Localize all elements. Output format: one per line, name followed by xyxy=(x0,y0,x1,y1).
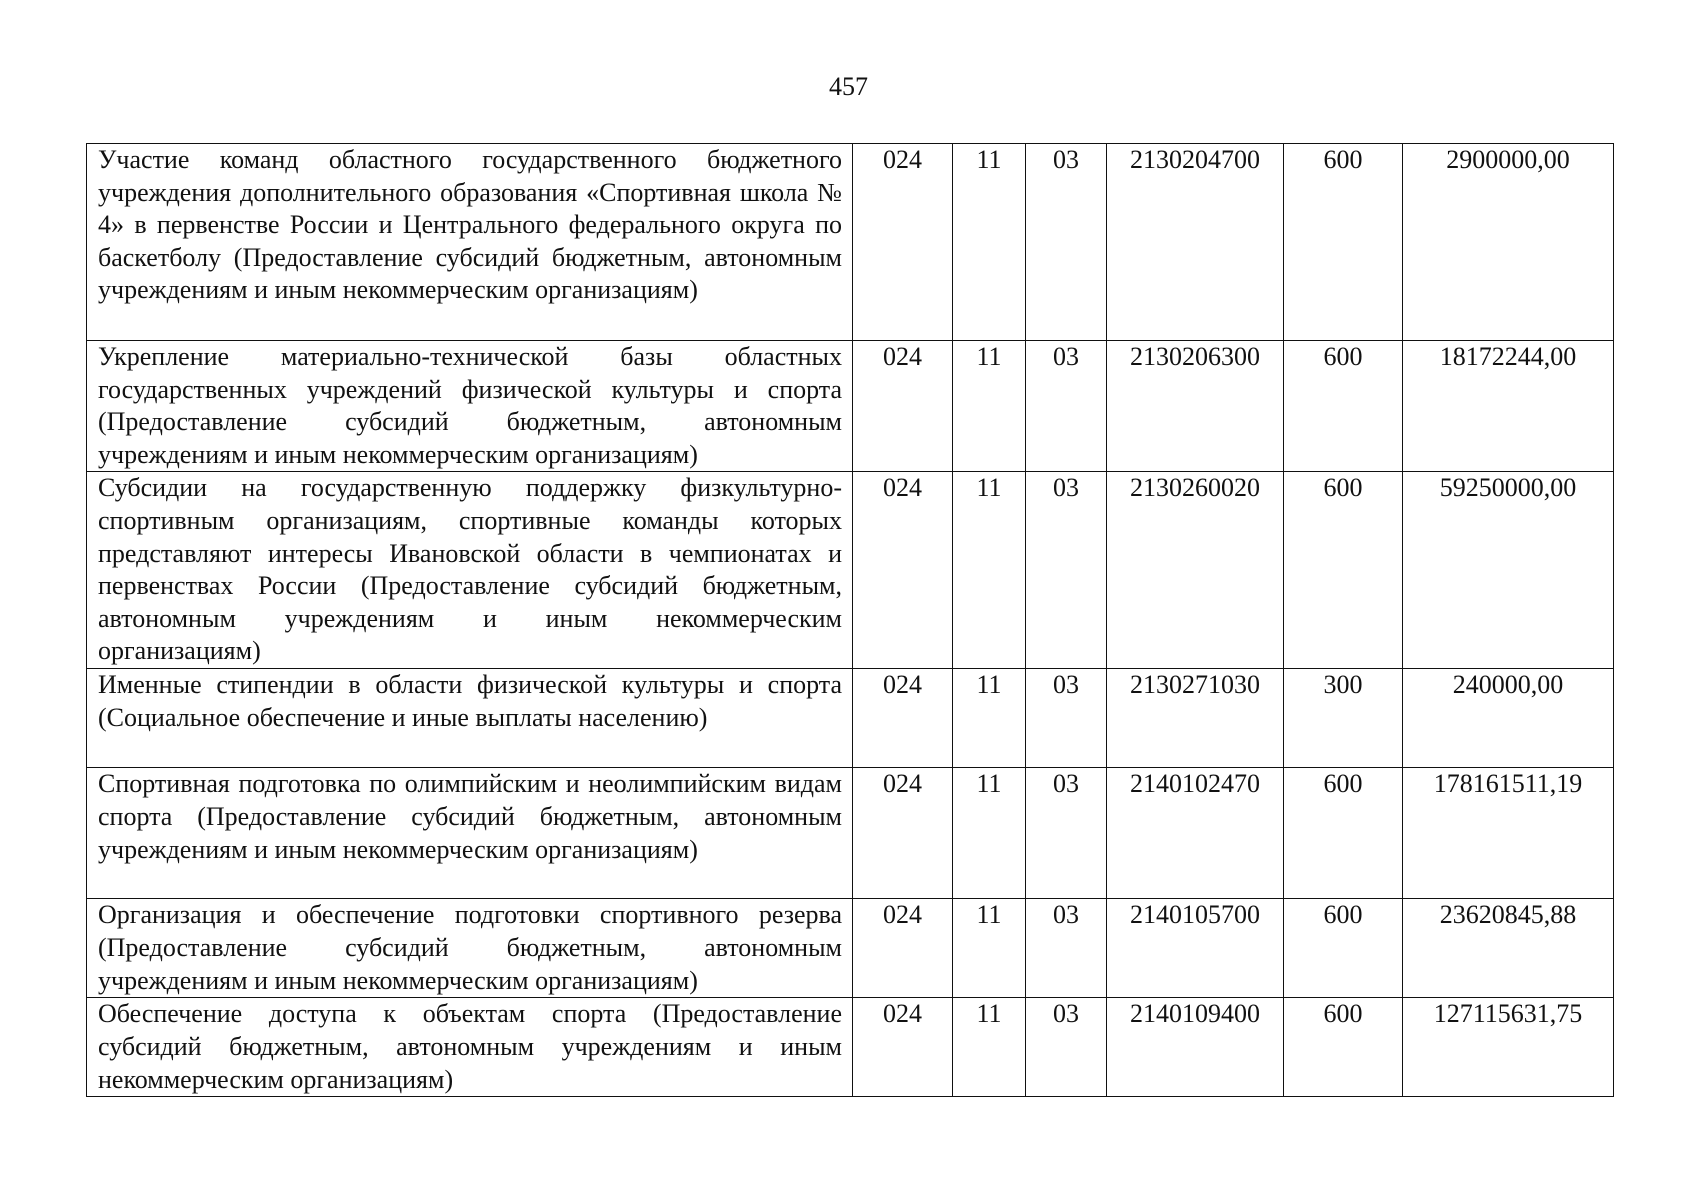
target-article-cell: 2130260020 xyxy=(1107,472,1284,669)
subsection-code-cell: 03 xyxy=(1026,899,1107,998)
target-article-cell: 2140102470 xyxy=(1107,768,1284,899)
ministry-code-cell: 024 xyxy=(853,899,953,998)
ministry-code-cell: 024 xyxy=(853,144,953,341)
description-cell: Укрепление материально-технической базы областных государственных учреждений физической культуры и спорта (Предоставление субсидий бюджетным, автономным учреждениям и иным некоммерческим организациям) xyxy=(87,341,853,472)
ministry-code-cell: 024 xyxy=(853,998,953,1097)
description-cell: Спортивная подготовка по олимпийским и неолимпийским видам спорта (Предоставление субсидий бюджетным, автономным учреждениям и иным некоммерческим организациям) xyxy=(87,768,853,899)
description-cell: Организация и обеспечение подготовки спортивного резерва (Предоставление субсидий бюджетным, автономным учреждениям и иным некоммерческим организациям) xyxy=(87,899,853,998)
expense-type-cell: 600 xyxy=(1284,899,1403,998)
subsection-code-cell: 03 xyxy=(1026,472,1107,669)
target-article-cell: 2130271030 xyxy=(1107,669,1284,768)
table-row xyxy=(87,341,1614,472)
subsection-code-cell: 03 xyxy=(1026,669,1107,768)
target-article-cell: 2130204700 xyxy=(1107,144,1284,341)
expense-type-cell: 600 xyxy=(1284,144,1403,341)
amount-cell: 178161511,19 xyxy=(1403,768,1614,899)
section-code-cell: 11 xyxy=(953,768,1026,899)
subsection-code-cell: 03 xyxy=(1026,144,1107,341)
expense-type-cell: 600 xyxy=(1284,341,1403,472)
ministry-code-cell: 024 xyxy=(853,472,953,669)
subsection-code-cell: 03 xyxy=(1026,341,1107,472)
section-code-cell: 11 xyxy=(953,144,1026,341)
amount-cell: 240000,00 xyxy=(1403,669,1614,768)
ministry-code-cell: 024 xyxy=(853,341,953,472)
description-cell: Участие команд областного государственного бюджетного учреждения дополнительного образования «Спортивная школа № 4» в первенстве России и Центрального федерального округа по баскетболу (Предоставление субсидий бюджетным, автономным учреждениям и иным некоммерческим организациям) xyxy=(87,144,853,341)
target-article-cell: 2130206300 xyxy=(1107,341,1284,472)
section-code-cell: 11 xyxy=(953,899,1026,998)
ministry-code-cell: 024 xyxy=(853,669,953,768)
section-code-cell: 11 xyxy=(953,998,1026,1097)
description-cell: Именные стипендии в области физической культуры и спорта (Социальное обеспечение и иные выплаты населению) xyxy=(87,669,853,768)
table-row xyxy=(87,669,1614,768)
amount-cell: 127115631,75 xyxy=(1403,998,1614,1097)
section-code-cell: 11 xyxy=(953,472,1026,669)
table-row xyxy=(87,144,1614,341)
amount-cell: 23620845,88 xyxy=(1403,899,1614,998)
expense-type-cell: 300 xyxy=(1284,669,1403,768)
expense-type-cell: 600 xyxy=(1284,472,1403,669)
table-row xyxy=(87,472,1614,669)
ministry-code-cell: 024 xyxy=(853,768,953,899)
section-code-cell: 11 xyxy=(953,341,1026,472)
section-code-cell: 11 xyxy=(953,669,1026,768)
budget-table xyxy=(86,143,1614,1097)
expense-type-cell: 600 xyxy=(1284,998,1403,1097)
description-cell: Субсидии на государственную поддержку физкультурно-спортивным организациям, спортивные команды которых представляют интересы Ивановской области в чемпионатах и первенствах России (Предоставление субсидий бюджетным, автономным учреждениям и иным некоммерческим организациям) xyxy=(87,472,853,669)
target-article-cell: 2140109400 xyxy=(1107,998,1284,1097)
subsection-code-cell: 03 xyxy=(1026,768,1107,899)
amount-cell: 2900000,00 xyxy=(1403,144,1614,341)
page-number: 457 xyxy=(829,72,868,101)
table-row xyxy=(87,768,1614,899)
subsection-code-cell: 03 xyxy=(1026,998,1107,1097)
expense-type-cell: 600 xyxy=(1284,768,1403,899)
amount-cell: 18172244,00 xyxy=(1403,341,1614,472)
amount-cell: 59250000,00 xyxy=(1403,472,1614,669)
target-article-cell: 2140105700 xyxy=(1107,899,1284,998)
table-row xyxy=(87,899,1614,998)
description-cell: Обеспечение доступа к объектам спорта (Предоставление субсидий бюджетным, автономным учреждениям и иным некоммерческим организациям) xyxy=(87,998,853,1097)
table-row xyxy=(87,998,1614,1097)
